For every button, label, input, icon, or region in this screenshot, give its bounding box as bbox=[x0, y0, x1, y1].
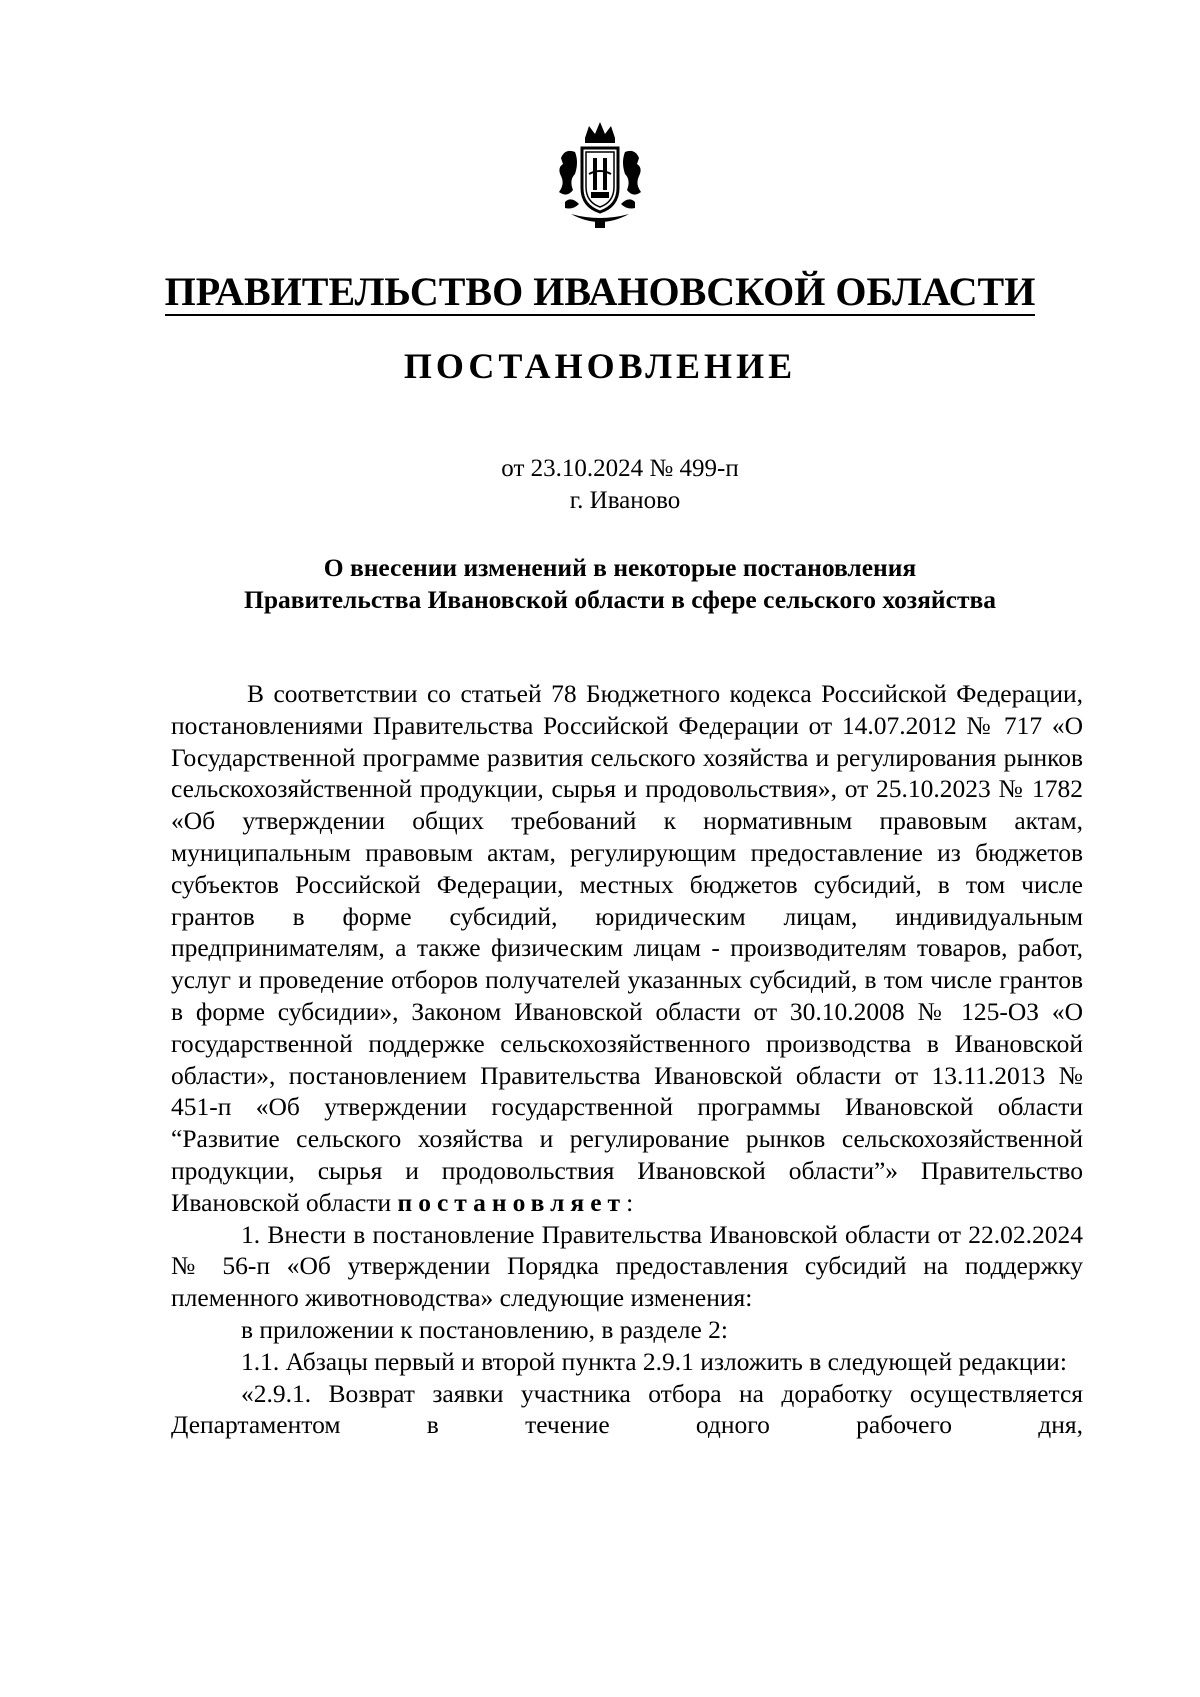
preamble-paragraph bbox=[171, 678, 1083, 1219]
item-1-paragraph: 1. Внести в постановление Правительства Ивановской области от 22.02.2024 № 56-п «Об утверждении Порядка предоставления субсидий на поддержку племенного животноводства» следующие изменения: bbox=[171, 1219, 1083, 1313]
item-1-1-paragraph: 1.1. Абзацы первый и второй пункта 2.9.1 изложить в следующей редакции: bbox=[241, 1346, 1067, 1376]
document-body bbox=[171, 678, 1083, 1441]
organization-title-text: ПРАВИТЕЛЬСТВО ИВАНОВСКОЙ ОБЛАСТИ bbox=[164, 269, 1036, 314]
document-kind: ПОСТАНОВЛЕНИЕ bbox=[403, 346, 797, 386]
subject-line-1: О внесении изменений в некоторые постановления bbox=[323, 553, 917, 582]
city: г. Иваново bbox=[569, 487, 681, 514]
quote-paragraph: «2.9.1. Возврат заявки участника отбора на доработку осуществляется Департаментом в течение одного рабочего дня, bbox=[171, 1378, 1083, 1440]
preamble-text: В соответствии со статьей 78 Бюджетного кодекса Российской Федерации, постановлениями Правительства Российской Федерации от 14.07.2012 № 717 «О Государственной программе развития сельского хозяйства и регулирования рынков сельскохозяйственной продукции, сырья и продовольствия», от 25.10.2023 № 1782 «Об утверждении общих требований к нормативным правовым актам, муниципальным правовым актам, регулирующим предоставление из бюджетов субъектов Российской Федерации, местных бюджетов субсидий, в том числе грантов в форме субсидий, юридическим лицам, индивидуальным предпринимателям, а также физическим лицам - производителям товаров, работ, услуг и проведение отборов получателей указанных субсидий, в том числе грантов в форме субсидии», Законом Ивановской области от 30.10.2008 № 125-ОЗ «О государственной поддержке сельскохозяйственного производства в Ивановской области», постановлением Правительства Ивановской области от 13.11.2013 № 451-п «Об утверждении государственной программы Ивановской области “Развитие сельского хозяйства и регулирование рынков сельскохозяйственной продукции, сырья и продовольствия Ивановской области”» Правительство Ивановской области bbox=[171, 679, 1083, 1217]
coat-of-arms-icon bbox=[555, 118, 645, 230]
date-number: от 23.10.2024 № 499-п bbox=[501, 455, 739, 482]
item-1-scope-paragraph: в приложении к постановлению, в разделе 2: bbox=[241, 1314, 728, 1344]
organization-title bbox=[0, 270, 1200, 316]
document-subject bbox=[0, 552, 1200, 616]
subject-line-2: Правительства Ивановской области в сфере сельского хозяйства bbox=[243, 585, 996, 614]
document-meta bbox=[0, 453, 1200, 517]
decree-colon: : bbox=[626, 1187, 634, 1217]
decree-word: постановляет bbox=[397, 1187, 627, 1217]
